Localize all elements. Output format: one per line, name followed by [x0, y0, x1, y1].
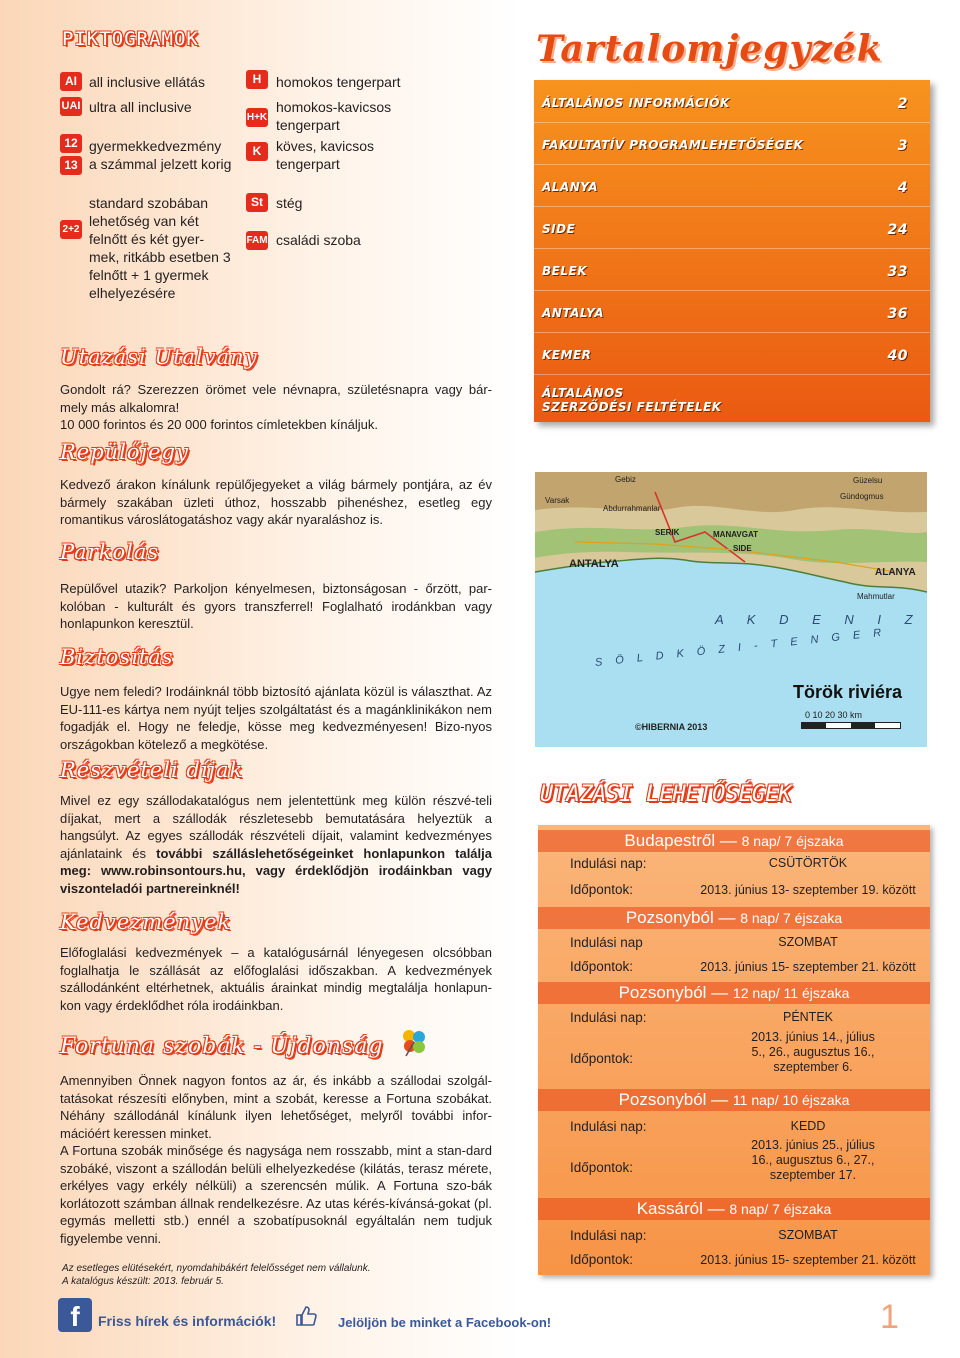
route-pozsony-11: [538, 1090, 930, 1110]
map-place-manavgat: MANAVGAT: [713, 530, 759, 539]
map-place-abdurrahmanlar: Abdurrahmanlar: [603, 504, 661, 513]
route-pozsony-8: Pozsonyból — 8 nap/ 7 éjszaka: [625, 908, 843, 927]
toc-page: 4: [897, 180, 908, 196]
sandy-beach-icon: H: [246, 70, 268, 89]
picto-family-text: családi szoba: [276, 232, 361, 248]
age-13-icon: 13: [60, 156, 82, 175]
room-2plus2-icon: 2+2: [60, 220, 82, 239]
fees-text-normal: Mivel ez egy szállodakatalógus nem jelentettünk meg külön részvé-teli díjakat, mert a szállodák részletesebb bemutatására helyeztük a hangsúlyt. Az egyes szállodák részvételi díjait, valamint kedvezményes ajánlataink és: [60, 793, 492, 861]
toc-label: KEMER: [542, 348, 592, 362]
dates-value: 2013. június 15- szeptember 21. között: [700, 960, 916, 974]
toc-label: ÁLTALÁNOS INFORMÁCIÓK: [542, 96, 730, 110]
toc-page: 33: [887, 264, 908, 280]
route-origin: Budapestről: [624, 831, 716, 850]
map-place-mahmutlar: Mahmutlar: [857, 592, 895, 601]
divider: [534, 248, 930, 249]
route-origin: Pozsonyból —: [618, 1090, 729, 1109]
fees-text-bold: további szálláslehetőségeinket honlapunkon találja meg: www.robinsontours.hu, vagy érdeklődjön irodáinkban vagy viszonteladói partnereinknél!: [60, 845, 492, 896]
picto-room-text: standard szobában lehetőség van két felnőtt és két gyer-mek, ritkább esetben 3 felnőtt + 1 gyermek elhelyezésére: [89, 195, 231, 301]
toc-page: 24: [887, 222, 908, 238]
flight-title: Repülőjegy: [60, 440, 189, 464]
parking-title: Parkolás: [60, 540, 160, 564]
facebook-like-link[interactable]: Jelöljön be minket a Facebook-on!: [338, 1315, 552, 1330]
toc-panel: [534, 80, 930, 422]
dates-value: 2013. június 14., július 5., 26., augusztus 16., szeptember 6.: [751, 1030, 875, 1074]
map-place-guzelsu: Güzelsu: [853, 476, 883, 485]
toc-item-belek[interactable]: [542, 264, 908, 278]
depart-day: SZOMBAT: [778, 1228, 838, 1242]
map-sea-label-1: A K D E N I Z: [715, 612, 923, 627]
dates-value: 2013. június 25., július 16., augusztus 6., 27., szeptember 17.: [751, 1138, 875, 1182]
region-map: [535, 472, 927, 747]
map-place-varsak: Varsak: [545, 496, 570, 505]
toc-item-optional[interactable]: [542, 138, 908, 152]
map-copyright: ©HIBERNIA 2013: [635, 722, 708, 732]
sand-pebble-beach-icon: H+K: [246, 108, 268, 127]
depart-day: CSÜTÖRTÖK: [768, 856, 848, 870]
toc-item-general[interactable]: [542, 96, 908, 110]
family-room-icon: FAM: [246, 231, 268, 250]
dates-label: Időpontok:: [570, 1252, 634, 1267]
toc-title: Tartalomjegyzék: [536, 28, 883, 70]
depart-day: PÉNTEK: [782, 1010, 833, 1024]
toc-item-alanya[interactable]: [542, 180, 908, 194]
toc-page: 3: [897, 138, 908, 154]
picto-sandy-text: homokos tengerpart: [276, 74, 401, 90]
map-place-gundogmus: Gündogmus: [840, 492, 884, 501]
divider: [534, 206, 930, 207]
toc-label: BELEK: [542, 264, 587, 278]
toc-page: 40: [887, 348, 908, 364]
toc-item-antalya[interactable]: [542, 306, 908, 320]
toc-label: ANTALYA: [542, 306, 604, 320]
voucher-title: Utazási Utalvány: [60, 345, 258, 369]
toc-label-line-2: SZERZŐDÉSI FELTÉTELEK: [542, 400, 722, 414]
map-place-side: SIDE: [733, 544, 752, 553]
route-duration: 11 nap/ 10 éjszaka: [732, 1092, 850, 1108]
flight-text: Kedvező árakon kínálunk repülőjegyeket a világ bármely pontjára, az év bármely szakában üzleti úthoz, hosszabb pihenéshez, esetleg egy romantikus városlátogatáshoz vagy akár nyaraláshoz is.: [60, 477, 492, 527]
map-region-label: Török riviéra: [793, 682, 903, 702]
route-origin: Kassáról —: [636, 1199, 725, 1218]
map-sea-label-2: S Ö L D K Ö Z I - T E N G E R: [594, 626, 887, 669]
toc-label: ÁLTALÁNOS: [542, 386, 624, 400]
map-place-serik: SERIK: [655, 528, 680, 537]
divider: [534, 164, 930, 165]
depart-label: Indulási nap:: [570, 1010, 647, 1025]
picto-child-discount-text: gyermekkedvezmény: [89, 138, 222, 154]
toc-label: SIDE: [542, 222, 576, 236]
route-duration: 8 nap/ 7 éjszaka: [729, 1201, 832, 1217]
dates-value: 2013. június 15- szeptember 21. között: [700, 1253, 916, 1267]
travel-title: UTAZÁSI LEHETŐSÉGEK: [540, 782, 792, 807]
voucher-text: Gondolt rá? Szerezzen örömet vele névnapra, születésnapra vagy bár-mely más alkalomra!: [60, 382, 492, 415]
facebook-icon[interactable]: f: [58, 1298, 92, 1332]
divider: [534, 122, 930, 123]
picto-sand-pebble-text: homokos-kavicsos tengerpart: [276, 99, 392, 133]
dates-label: Időpontok:: [570, 882, 634, 897]
fortuna-title: Fortuna szobák - Újdonság: [60, 1034, 384, 1059]
age-12-icon: 12: [60, 134, 82, 153]
map-place-alanya: ALANYA: [875, 567, 916, 578]
dates-label: Időpontok:: [570, 959, 634, 974]
fees-text: [60, 792, 492, 897]
ai-icon: AI: [60, 72, 82, 91]
dates-label: Időpontok:: [570, 1160, 634, 1175]
dates-value: 2013. június 13- szeptember 19. között: [700, 883, 916, 897]
depart-label: Indulási nap:: [570, 1119, 647, 1134]
toc-item-terms[interactable]: [542, 386, 908, 414]
picto-pier-text: stég: [276, 195, 303, 211]
map-place-antalya: ANTALYA: [569, 558, 619, 570]
route-pozsony-12: [538, 983, 930, 1003]
picto-uai-text: ultra all inclusive: [89, 99, 192, 115]
toc-label: FAKULTATÍV PROGRAMLEHETŐSÉGEK: [542, 138, 804, 152]
disclaimer-line-1: Az esetleges elütésekért, nyomdahibákért felelősséget nem vállalunk.: [62, 1263, 371, 1274]
pebble-beach-icon: K: [246, 142, 268, 161]
dates-label: Időpontok:: [570, 1051, 634, 1066]
travel-panel: [538, 825, 930, 1275]
discounts-title: Kedvezmények: [60, 910, 232, 934]
picto-pebble-text: köves, kavicsos tengerpart: [276, 138, 375, 172]
insurance-text: Ugye nem feledi? Irodáinknál több biztosító ajánlata közül is választhat. Az EU-111-es kártya nem nyújt teljes szolgáltatást és a magánklinikákon nem fogadják el. Hogy ne feledje, kösse meg kedvezményesen! Bizo-nyos országokban kötelező a megkötése.: [60, 684, 492, 752]
fees-title: Részvételi díjak: [60, 758, 244, 782]
toc-page: 36: [887, 306, 908, 322]
fortuna-text-2: A Fortuna szobák minősége és nagysága nem rosszabb, mint a stan-dard szobáké, viszont a szállodán belüli elhelyezkedése (kilátás, terasz mérete, erkélyes vagy erkély nélküli) a szerencsén múlik. A Fortuna szo-bák korlátozott számban állnak rendelkezésre. Az utas kérés-kívánsá-gokat (pl. egymás melletti stb.) ennél a szobatípusoknál egyáltalán nem tudjuk figyelembe venni.: [60, 1143, 492, 1246]
discounts-text: Előfoglalási kedvezmények – a katalógusárnál lényegesen olcsóbban foglalhatja le szállását az előfoglalási időszakban. A kedvezmények szállodánként eltérhetnek, aktuális árainkat mindig megtalálja honlapun-kon vagy érdeklődhet róla irodáinkban.: [60, 945, 492, 1013]
pictograms-title: PIKTOGRAMOK: [62, 28, 199, 50]
route-duration: 8 nap/ 7 éjszaka: [740, 910, 843, 926]
disclaimer-line-2: A katalógus készült: 2013. február 5.: [62, 1276, 224, 1287]
facebook-news-text: Friss hírek és információk!: [98, 1313, 277, 1329]
page-number: 1: [880, 1298, 899, 1336]
toc-item-kemer[interactable]: [542, 348, 908, 362]
clover-icon: [398, 1027, 428, 1057]
route-duration: 12 nap/ 11 éjszaka: [732, 985, 850, 1001]
divider: [534, 332, 930, 333]
map-scale: 0 10 20 30 km: [805, 710, 863, 720]
depart-day: SZOMBAT: [778, 935, 838, 949]
route-origin: Pozsonyból: [625, 908, 714, 927]
route-kassa: [538, 1199, 930, 1219]
depart-day: KEDD: [790, 1119, 826, 1133]
uai-icon: UAI: [60, 97, 82, 116]
divider: [534, 374, 930, 375]
route-origin: Pozsonyból —: [618, 983, 729, 1002]
voucher-text-2: 10 000 forintos és 20 000 forintos címletekben kínáljuk.: [60, 417, 378, 432]
map-place-gebiz: Gebiz: [615, 475, 636, 484]
depart-label: Indulási nap: [570, 935, 643, 950]
thumbs-up-icon[interactable]: [294, 1304, 318, 1328]
depart-label: Indulási nap:: [570, 856, 647, 871]
depart-label: Indulási nap:: [570, 1228, 647, 1243]
picto-child-age-text: a számmal jelzett korig: [89, 156, 232, 172]
picto-ai-text: all inclusive ellátás: [89, 74, 205, 90]
parking-text: Repülővel utazik? Parkoljon kényelmesen, biztonságosan - őrzött, par-kolóban - kulturált és gyors transzferrel! Foglalható irodánkban vagy honlapunkon keresztül.: [60, 581, 492, 631]
toc-item-side[interactable]: [542, 222, 908, 236]
fortuna-text: Amennyiben Önnek nagyon fontos az ár, és inkább a szállodai szolgál-tatásokat részesíti előnyben, mint a szobát, keresse a Fortuna szobákat. Néhány szállodánál kínálunk ilyen lehetőséget, melyről további infor-mációért keressen minket.: [60, 1073, 492, 1141]
divider: [534, 290, 930, 291]
route-duration: 8 nap/ 7 éjszaka: [741, 833, 844, 849]
toc-label: ALANYA: [542, 180, 599, 194]
disclaimer: [62, 1262, 371, 1288]
pier-icon: St: [246, 193, 268, 212]
toc-page: 2: [897, 96, 908, 112]
route-budapest: Budapestről — 8 nap/ 7 éjszaka: [624, 831, 844, 850]
insurance-title: Biztosítás: [60, 645, 174, 669]
map-scale-bar: [801, 722, 901, 729]
